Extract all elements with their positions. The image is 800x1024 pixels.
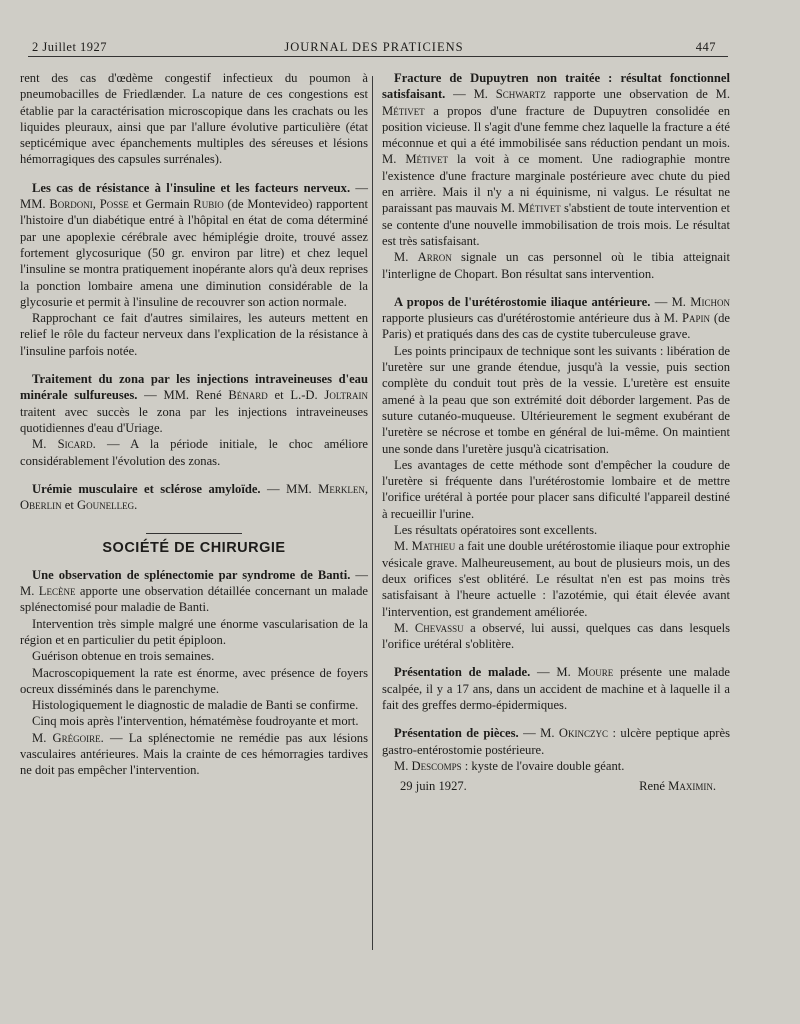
paragraph: Les résultats opératoires sont excellents. [394, 523, 598, 538]
author-name: Mathieu [411, 539, 456, 554]
author-name: Bénard [228, 388, 268, 403]
paragraph: Histologiquement le diagnostic de maladie de Banti se confirme. [32, 698, 359, 713]
article-entry: Traitement du zona par les injections intraveineuses d'eau minérale sulfureuses. — MM. René Bénard et L.-D. Joltrain traitent avec succès le zona par les injections intraveineuses quotidiennes d'eau d'Uriage. [20, 372, 368, 435]
column-divider [372, 76, 373, 950]
paragraph: Intervention très simple malgré une énorme vascularisation de la région et en particulier du petit épiploon. [20, 616, 368, 647]
header-rule [28, 56, 728, 57]
paragraph: Cinq mois après l'intervention, hématémèse foudroyante et mort. [32, 714, 359, 729]
signature-author: René Maximin. [639, 779, 716, 794]
author-name: Métivet [382, 103, 425, 118]
paragraph: M. Arron signale un cas personnel où le tibia atteignait l'interligne de Chopart. Bon résultat sans intervention. [382, 250, 730, 281]
article-title: Urémie musculaire et sclérose amyloïde. [32, 481, 261, 496]
author-name: Joltrain [324, 388, 368, 403]
author-name: Oberlin [20, 498, 62, 513]
paragraph: M. Sicard. — A la période initiale, le choc améliore considérablement l'évolution des zonas. [20, 437, 368, 468]
article-entry: Les cas de résistance à l'insuline et les facteurs nerveux. — MM. Bordoni, Posse et Germain Rubio (de Montevideo) rapportent l'histoire d'un diabétique entré à l'hôpital en état de coma déterminé par une apoplexie cérébrale avec hémiplégie droite, trouvé assez fortement glycosurique (50 gr. environ par litre) et chez lequel l'insuline se montra pratiquement inopérante alors qu'à deux reprises la ponction lombaire amena une diminution considérable de la glycosurie et permit à l'insuline de recouvrer son action normale. [20, 180, 368, 309]
left-column [20, 70, 368, 779]
header-date: 2 Juillet 1927 [32, 40, 108, 54]
article-entry: Fracture de Dupuytren non traitée : résultat fonctionnel satisfaisant. — M. Schwartz rapporte une observation de M. Métivet a propos d'une fracture de Dupuytren consolidée en position vicieuse. Il s'agit d'une femme chez laquelle la fracture a été méconnue et qui a été immobilisée sans réduction pendant un mois. M. Métivet la voit à ce moment. Une radiographie montre l'existence d'une fracture marginale postérieure avec chute du pied en arrière. Mais il n'y a ni équinisme, ni valgus. Le résultat ne paraissant pas mauvais M. Métivet s'abstient de toute intervention et se contente d'une nouvelle immobilisation de trois mois. Le résultat est très satisfaisant. [382, 71, 731, 248]
article-title: Les cas de résistance à l'insuline et les facteurs nerveux. [32, 180, 351, 195]
page-number: 447 [695, 40, 716, 54]
paragraph: M. Mathieu a fait une double urétérostomie iliaque pour extrophie vésicale grave. Malheureusement, au bout de plusieurs mois, un des deux orifices s'est oblitéré. Le résultat n'en est pas moins très satisfaisant à l'heure actuelle : l'azotémie, qui était élevée avant l'intervention, est grandement améliorée. [382, 539, 730, 619]
author-name: Okinczyc [558, 726, 609, 741]
author-name: Gounelleg [76, 498, 135, 513]
author-name: Michon [690, 294, 730, 309]
running-header [32, 36, 716, 58]
paragraph: M. Chevassu a observé, lui aussi, quelques cas dans lesquels l'orifice urétéral s'oblitère. [382, 620, 730, 652]
paragraph: Les avantages de cette méthode sont d'empêcher la coudure de l'uretère si fréquente dans l'urétérostomie lombaire et de mettre l'orifice urétéral à portée pour placer sans dificulté l'appareil destiné à recueillir l'urine. [382, 457, 730, 521]
article-entry: Urémie musculaire et sclérose amyloïde. — MM. Merklen, Oberlin et Gounelleg. [20, 481, 368, 513]
paragraph: Les points principaux de technique sont les suivants : libération de l'uretère sur une grande étendue, jusqu'à la vessie, puis section complète du conduit tout près de la vessie. L'uretère est ensuite amené à la peau que son extrémité doit déborder largement. Pas de suture cutanéo-muqueuse. Ultérieurement le segment exubérant de l'uretère se nécrose et tombe en général de lui-même. On maintient une sonde dans l'uretère jusqu'à cicatrisation. [382, 343, 730, 456]
signature-line [382, 778, 730, 794]
author-name: Sicard [57, 437, 93, 452]
author-name: Papin [682, 311, 711, 326]
author-name: Métivet [518, 201, 561, 216]
author-name: Grégoire [52, 730, 101, 745]
paragraph: Guérison obtenue en trois semaines. [32, 649, 215, 664]
section-rule [146, 533, 242, 534]
author-name: Schwartz [495, 87, 546, 102]
article-entry: A propos de l'urétérostomie iliaque antérieure. — M. Michon rapporte plusieurs cas d'urétérostomie antérieure dus à M. Papin (de Paris) et pratiqués dans des cas de cystite tuberculeuse grave. [382, 294, 730, 342]
article-title: Présentation de pièces. [394, 726, 519, 741]
article-entry: Présentation de malade. — M. Moure présente une malade scalpée, il y a 17 ans, dans un accident de machine et à laquelle il a fait des greffes dermo-épidermiques. [382, 665, 730, 712]
author-name: Rubio [193, 197, 224, 212]
paragraph: M. Descomps : kyste de l'ovaire double géant. [394, 758, 625, 773]
author-name: Chevassu [414, 620, 464, 635]
author-name: Moure [577, 665, 614, 680]
author-name: Arron [417, 250, 452, 265]
article-title: Traitement du zona par les injections intraveineuses d'eau minérale sulfureuses. [20, 372, 368, 403]
author-name: Métivet [405, 152, 449, 167]
article-title: Présentation de malade. [394, 665, 531, 680]
author-name: Posse [99, 197, 129, 212]
author-name: Bordoni [49, 197, 93, 212]
author-name: Descomps [411, 758, 462, 773]
article-entry: Présentation de pièces. — M. Okinczyc : ulcère peptique après gastro-entérostomie postérieure. [382, 726, 730, 757]
paragraph: Rapprochant ce fait d'autres similaires, les auteurs mettent en relief le rôle du facteur nerveux dans l'explication de la résistance à l'insuline parfois notée. [20, 311, 368, 358]
right-column [382, 70, 730, 794]
paragraph: M. Grégoire. — La splénectomie ne remédie pas aux lésions vasculaires antérieures. Mais la crainte de ces hémorragies tardives ne doit pas empêcher l'intervention. [20, 730, 368, 778]
article-title: Fracture de Dupuytren non traitée : résultat fonctionnel satisfaisant. [382, 71, 730, 102]
paragraph: Macroscopiquement la rate est énorme, avec présence de foyers ocreux disséminés dans le parenchyme. [20, 665, 368, 696]
author-name: Lecène [38, 584, 76, 599]
author-name: Merklen [318, 481, 365, 496]
paragraph: rent des cas d'œdème congestif infectieux du poumon à pneumobacilles de Friedlænder. La nature de ces congestions est établie par la caractérisation microscopique dans les crachats ou les liquides pleuraux, ainsi que par l'allure évolutive particulière (état septicémique avec épanchements multiples des séreuses et lésions hémorragiques des capsules surrénales). [20, 71, 368, 167]
signature-date: 29 juin 1927. [400, 779, 467, 794]
article-title: Une observation de splénectomie par syndrome de Banti. [32, 567, 351, 582]
article-entry: Une observation de splénectomie par syndrome de Banti. — M. Lecène apporte une observation détaillée concernant un malade splénectomisé pour maladie de Banti. [20, 567, 368, 615]
section-heading: SOCIÉTÉ DE CHIRURGIE [102, 540, 286, 557]
journal-title: JOURNAL DES PRATICIENS [284, 40, 464, 54]
article-title: A propos de l'urétérostomie iliaque antérieure. [394, 294, 651, 309]
